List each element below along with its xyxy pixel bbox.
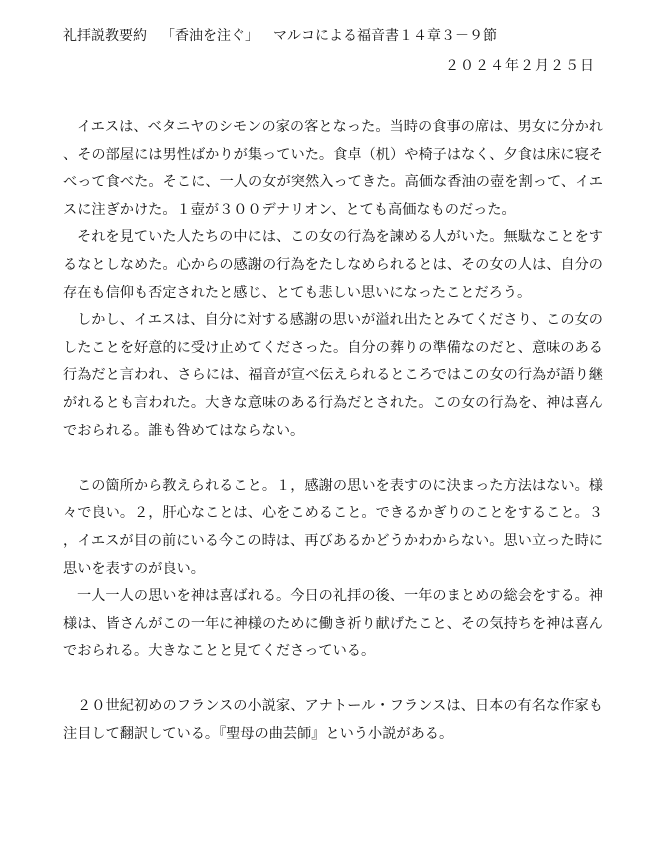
- paragraph-2: それを見ていた人たちの中には、この女の行為を諫める人がいた。無駄なことをするなとしなめた。心からの感謝の行為をたしなめられるとは、その女の人は、自分の存在も信仰も否定されたと感じ、とても悲しい思いになったことだろう。: [63, 229, 603, 301]
- paragraph-1: イエスは、ベタニヤのシモンの家の客となった。当時の食事の席は、男女に分かれ、その部屋には男性ばかりが集っていた。食卓（机）や椅子はなく、夕食は床に寝そべって食べた。そこに、一人の女が突然入ってきた。高価な香油の壺を割って、イエスに注ぎかけた。１壺が３００デナリオン、とても高価なものだった。: [63, 119, 603, 218]
- sermon-body: [63, 114, 603, 749]
- blank-line: [63, 666, 603, 694]
- paragraph-3: しかし、イエスは、自分に対する感謝の思いが溢れ出たとみてくださり、この女のしたことを好意的に受け止めてくださった。自分の葬りの準備なのだと、意味のある行為だと言われ、さらには、福音が宣べ伝えられるところではこの女の行為が語り継がれるとも言われた。大きな意味のある行為だとされた。この女の行為を、神は喜んでおられる。誰も咎めてはならない。: [63, 312, 603, 439]
- paragraph-6: ２０世紀初めのフランスの小説家、アナトール・フランスは、日本の有名な作家も注目して翻訳している。『聖母の曲芸師』という小説がある。: [63, 698, 603, 743]
- paragraph-4: この箇所から教えられること。１，感謝の思いを表すのに決まった方法はない。様々で良い。２，肝心なことは、心をこめること。できるかぎりのことをすること。３，イエスが目の前にいる今この時は、再びあるかどうかわからない。思い立った時に思いを表すのが良い。: [63, 477, 603, 577]
- sermon-series-label: 礼拝説教要約: [63, 28, 147, 44]
- sermon-header: [63, 26, 497, 46]
- sermon-date: ２０２４年２月２５日: [445, 58, 595, 74]
- blank-line: [63, 445, 603, 473]
- sermon-title: 「香油を注ぐ」: [161, 28, 259, 44]
- paragraph-5: 一人一人の思いを神は喜ばれる。今日の礼拝の後、一年のまとめの総会をする。神様は、皆さんがこの一年に神様のために働き祈り献げたこと、その気持ちを神は喜んでおられる。大きなことと見てくださっている。: [63, 588, 603, 660]
- scripture-reference: マルコによる福音書１４章３－９節: [273, 28, 497, 44]
